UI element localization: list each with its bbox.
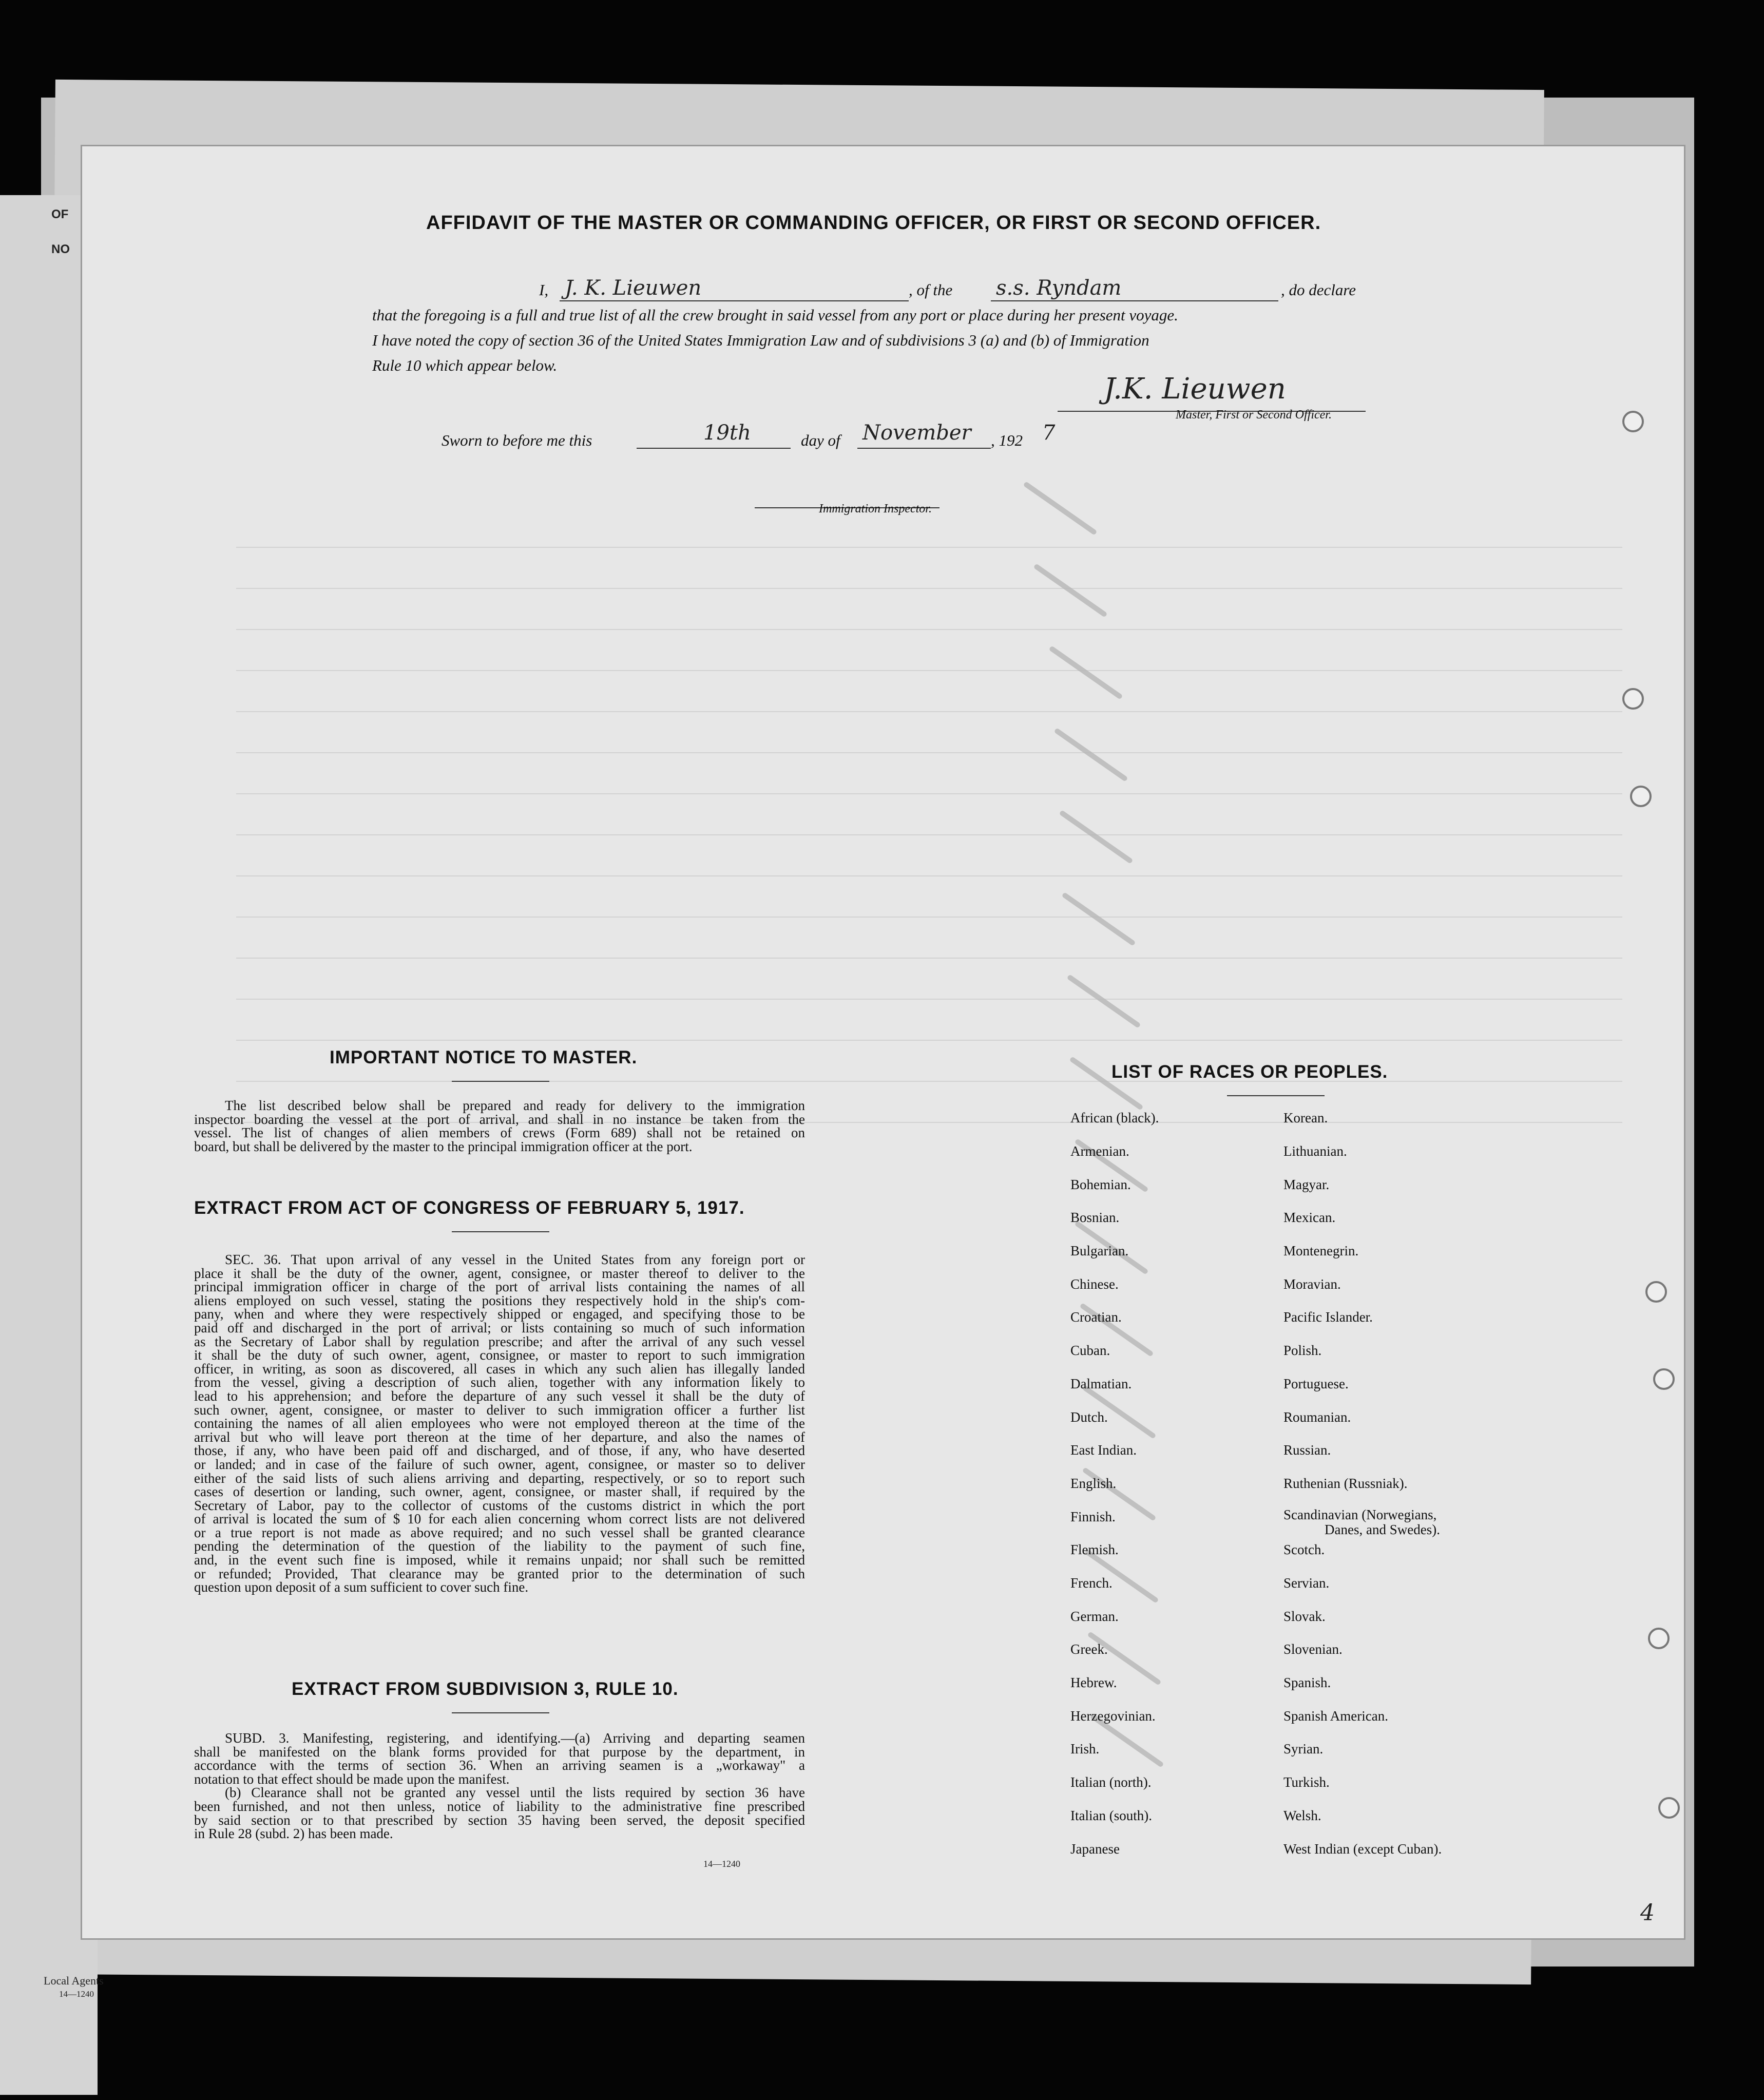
act-line: or landed; and in case of the failure of such owner, agent, consignee, or master so to deliver (194, 1456, 805, 1472)
race-item: Armenian. (1070, 1143, 1129, 1159)
inspector-caption: Immigration Inspector. (819, 502, 932, 516)
act-line: and, in the event such fine is imposed, while it remains unpaid; nor shall such be remitted (194, 1552, 805, 1568)
race-item: Japanese (1070, 1841, 1120, 1857)
act-line: pending the determination of the question of the liability to the payment of such fine, (194, 1538, 805, 1554)
race-item: East Indian. (1070, 1442, 1137, 1458)
race-item: English. (1070, 1476, 1117, 1491)
bleed-through-rows (82, 146, 1684, 1938)
race-item: Slovenian. (1283, 1641, 1343, 1657)
race-item: Polish. (1283, 1343, 1322, 1358)
vessel-fill-line (991, 300, 1278, 301)
act-line: or a true report is not made as above required; and no such vessel shall be granted clearance (194, 1524, 805, 1540)
affidavit-of-the-label: , of the (909, 281, 953, 299)
day-fill-line (637, 448, 791, 449)
rule-line: shall be manifested on the blank forms provided for that purpose by the department, in (194, 1744, 805, 1760)
vessel-name-handwritten: s.s. Ryndam (996, 276, 1122, 300)
act-line: cases of desertion or landing, such owner, agent, consignee, or master shall, if required by the (194, 1484, 805, 1500)
race-item: Dutch. (1070, 1409, 1108, 1425)
race-item: Montenegrin. (1283, 1243, 1359, 1258)
declarant-fill-line (560, 300, 909, 301)
act-line: arrival but who will leave port thereon at the time of her departure, and also the names of (194, 1429, 805, 1445)
act-line: either of the said lists of such aliens arriving and departing, respectively, or so to report such (194, 1470, 805, 1486)
strip-label-of: OF (51, 207, 69, 221)
ghost-row (236, 999, 1622, 1000)
race-item: Flemish. (1070, 1542, 1119, 1557)
ghost-row (236, 958, 1622, 959)
extract-act-body (194, 1253, 805, 1594)
ghost-row (236, 547, 1622, 548)
race-item: Scotch. (1283, 1542, 1325, 1557)
act-line: as the Secretary of Labor shall by regulation prescribe; and after the arrival of any such vessel (194, 1333, 805, 1349)
punch-hole (1622, 688, 1644, 710)
punch-hole (1645, 1281, 1667, 1303)
affidavit-i-label: I, (539, 281, 549, 299)
rule-line: by said section or to that prescribed by section 35 having been served, the deposit specified (194, 1812, 805, 1828)
act-line: lead to his apprehension; and before the departure of any such vessel it shall be the duty of (194, 1388, 805, 1404)
act-line: place it shall be the duty of the owner, agent, consignee, or master thereof to deliver to the (194, 1265, 805, 1281)
sworn-month-handwritten: November (862, 421, 971, 445)
extract-rule-title-rule (452, 1712, 549, 1713)
race-item: Spanish. (1283, 1675, 1331, 1690)
race-item: West Indian (except Cuban). (1283, 1841, 1442, 1857)
notice-line: The list described below shall be prepared and ready for delivery to the immigration (225, 1098, 805, 1113)
race-item: Italian (south). (1070, 1808, 1152, 1823)
act-line: from the vessel, giving a description of such alien, together with any information likely to (194, 1374, 805, 1390)
race-item: Bulgarian. (1070, 1243, 1129, 1258)
act-line: such owner, agent, consignee, or master to deliver to such immigration officer a further list (194, 1402, 805, 1418)
rule-line: SUBD. 3. Manifesting, registering, and identifying.—(a) Arriving and departing seamen (225, 1730, 805, 1746)
manifest-page (82, 146, 1684, 1938)
act-line: question upon deposit of a sum sufficient to cover such fine. (194, 1579, 529, 1595)
ghost-row (236, 834, 1622, 835)
act-line: paid off and discharged in the port of arrival; or lists containing so much of such information (194, 1320, 805, 1335)
notice-title-rule (452, 1081, 549, 1082)
punch-hole (1658, 1797, 1680, 1819)
master-signature: J.K. Lieuwen (1104, 372, 1286, 406)
rule-line: (b) Clearance shall not be granted any vessel until the lists required by section 36 have (225, 1785, 805, 1801)
extract-act-title: EXTRACT FROM ACT OF CONGRESS OF FEBRUARY 5, 1917. (194, 1198, 745, 1218)
act-line: aliens employed on such vessel, stating the positions they respectively hold in the ship's com- (194, 1292, 805, 1308)
race-item: German. (1070, 1609, 1119, 1624)
ghost-row (236, 588, 1622, 589)
day-of-text: day of (801, 431, 840, 449)
race-item: Korean. (1283, 1110, 1328, 1125)
race-item: Danes, and Swedes). (1325, 1522, 1440, 1537)
affidavit-do-declare-label: , do declare (1281, 281, 1356, 299)
sworn-day-handwritten: 19th (703, 421, 751, 445)
ghost-row (236, 793, 1622, 794)
race-item: African (black). (1070, 1110, 1159, 1125)
act-line: those, if any, who have been paid off and discharged, and of those, if any, who have deserted (194, 1443, 805, 1459)
races-title-rule (1227, 1095, 1325, 1096)
local-agents-form-number: 14—1240 (59, 1989, 94, 1999)
strip-label-no: NO (51, 242, 70, 256)
notice-line: vessel. The list of changes of alien members of crews (Form 689) shall not be retained on (194, 1125, 805, 1141)
race-item: Chinese. (1070, 1276, 1119, 1292)
race-item: Finnish. (1070, 1509, 1116, 1524)
affidavit-line-3: I have noted the copy of section 36 of the United States Immigration Law and of subdivisions 3 (a) and (b) of Immigration (372, 331, 1149, 349)
race-item: Croatian. (1070, 1309, 1122, 1325)
act-line: principal immigration officer in charge of the port of arrival lists containing the names of all (194, 1279, 805, 1295)
race-item: Greek. (1070, 1641, 1108, 1657)
race-item: Servian. (1283, 1575, 1330, 1591)
sworn-year-handwritten: 7 (1042, 421, 1056, 445)
race-item: Moravian. (1283, 1276, 1341, 1292)
race-item: Slovak. (1283, 1609, 1326, 1624)
affidavit-title: AFFIDAVIT OF THE MASTER OR COMMANDING OFFICER, OR FIRST OR SECOND OFFICER. (426, 212, 1321, 234)
races-title: LIST OF RACES OR PEOPLES. (1111, 1062, 1388, 1082)
rule-line: accordance with the terms of section 36. When an arriving seamen is a „workaway" a (194, 1758, 805, 1773)
extract-act-title-rule (452, 1231, 549, 1232)
ghost-row (236, 1040, 1622, 1041)
local-agents-label (44, 1974, 104, 2001)
ghost-row (236, 752, 1622, 753)
year-prefix: , 192 (991, 431, 1023, 449)
punch-hole (1653, 1368, 1675, 1390)
month-fill-line (857, 448, 991, 449)
act-line: containing the names of all alien employees who were not employed thereon at the time of the (194, 1416, 805, 1431)
act-line: officer, in writing, as soon as discovered, all cases in which any such alien has illegally landed (194, 1361, 805, 1377)
race-item: Lithuanian. (1283, 1143, 1347, 1159)
race-item: Pacific Islander. (1283, 1309, 1373, 1325)
ghost-row (236, 1081, 1622, 1082)
form-number: 14—1240 (703, 1859, 740, 1869)
act-line: it shall be the duty of such owner, agent, consignee, or master to report to such immigration (194, 1347, 805, 1363)
race-item: Herzegovinian. (1070, 1708, 1156, 1724)
declarant-name-handwritten: J. K. Lieuwen (565, 276, 702, 300)
punch-hole (1630, 786, 1652, 807)
race-item: Magyar. (1283, 1177, 1330, 1192)
ghost-row (236, 670, 1622, 671)
corner-page-mark: 4 (1640, 1900, 1655, 1926)
notice-line: inspector boarding the vessel at the port of arrival, and shall in no instance be taken from the (194, 1111, 805, 1127)
race-item: Ruthenian (Russniak). (1283, 1476, 1408, 1491)
race-item: Roumanian. (1283, 1409, 1351, 1425)
race-item: Dalmatian. (1070, 1376, 1132, 1391)
act-line: SEC. 36. That upon arrival of any vessel in the United States from any foreign port or (225, 1252, 805, 1267)
race-item: Syrian. (1283, 1741, 1324, 1757)
rule-line: notation to that effect should be made upon the manifest. (194, 1771, 510, 1787)
race-item: Spanish American. (1283, 1708, 1388, 1724)
rule-line: in Rule 28 (subd. 2) has been made. (194, 1826, 393, 1842)
punch-hole (1648, 1628, 1670, 1649)
race-item: Scandinavian (Norwegians, (1283, 1507, 1437, 1522)
ghost-row (236, 711, 1622, 712)
race-item: Italian (north). (1070, 1774, 1152, 1790)
rule-line: been furnished, and not then unless, notice of liability to the administrative fine prescribed (194, 1798, 805, 1814)
race-item: Welsh. (1283, 1808, 1321, 1823)
notice-title: IMPORTANT NOTICE TO MASTER. (330, 1047, 638, 1067)
extract-rule-title: EXTRACT FROM SUBDIVISION 3, RULE 10. (292, 1679, 679, 1699)
race-item: Portuguese. (1283, 1376, 1349, 1391)
local-agents-text: Local Agents (44, 1974, 104, 1987)
extract-rule-body (194, 1731, 805, 1841)
act-line: of arrival is located the sum of $ 10 for each alien concerning whom correct lists are not delivered (194, 1511, 805, 1527)
signature-caption: Master, First or Second Officer. (1176, 408, 1332, 422)
sworn-text: Sworn to before me this (442, 431, 592, 449)
ghost-row (236, 629, 1622, 630)
race-item: Turkish. (1283, 1774, 1330, 1790)
ghost-row (236, 917, 1622, 918)
race-item: French. (1070, 1575, 1113, 1591)
race-item: Cuban. (1070, 1343, 1110, 1358)
act-line: pany, when and where they were respectively shipped or engaged, and specifying those to be (194, 1306, 805, 1322)
ghost-row (236, 875, 1622, 876)
act-line: Secretary of Labor, pay to the collector of customs of the customs district in which the port (194, 1497, 805, 1513)
affidavit-line-2: that the foregoing is a full and true list of all the crew brought in said vessel from any port or place during her present voyage. (372, 306, 1178, 324)
race-item: Bohemian. (1070, 1177, 1131, 1192)
race-item: Hebrew. (1070, 1675, 1117, 1690)
notice-body (194, 1099, 805, 1153)
race-item: Russian. (1283, 1442, 1331, 1458)
race-item: Bosnian. (1070, 1210, 1120, 1225)
race-item: Irish. (1070, 1741, 1100, 1757)
race-item: Mexican. (1283, 1210, 1336, 1225)
notice-line: board, but shall be delivered by the master to the principal immigration officer at the port. (194, 1138, 693, 1154)
act-line: or refunded; Provided, That clearance may be granted prior to the determination of such (194, 1566, 805, 1581)
punch-hole (1622, 411, 1644, 432)
affidavit-line-4: Rule 10 which appear below. (372, 356, 558, 374)
